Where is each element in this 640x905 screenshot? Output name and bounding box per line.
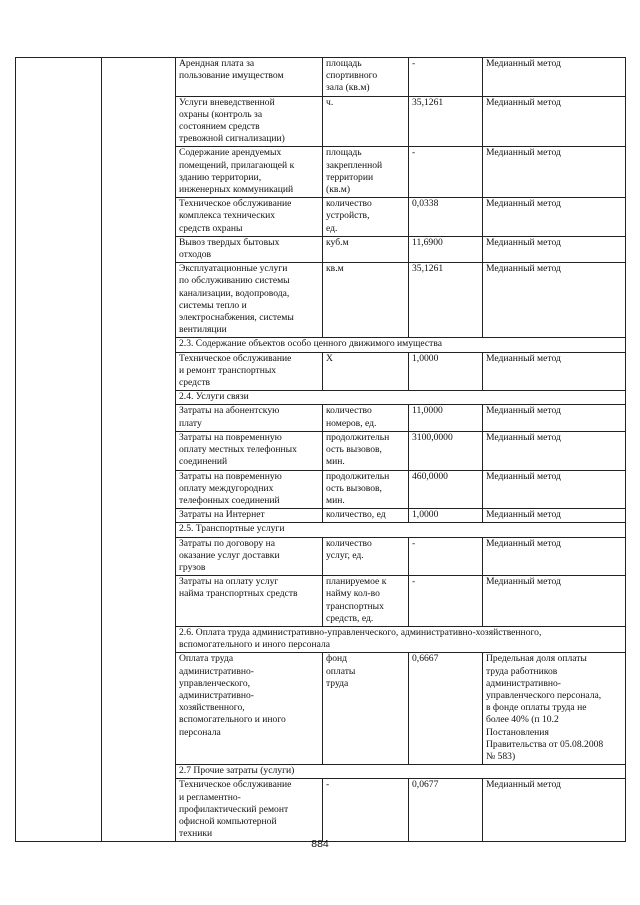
- unit-of-measure: площадь закрепленной территории (кв.м): [323, 147, 409, 198]
- cost-item-name: Услуги вневедственной охраны (контроль за состоянием средств тревожной сигнализации): [176, 96, 323, 147]
- calculation-method: Медианный метод: [483, 509, 626, 523]
- norm-value: 11,6900: [409, 236, 483, 262]
- empty-index-column: [16, 58, 102, 842]
- unit-of-measure: продолжительн ость вызовов, мин.: [323, 470, 409, 509]
- cost-item-name: Техническое обслуживание и регламентно- профилактический ремонт офисной компьютерной техники: [176, 779, 323, 842]
- page-number: 884: [311, 838, 329, 850]
- cost-item-name: Техническое обслуживание комплекса технических средств охраны: [176, 198, 323, 237]
- norm-value: 460,0000: [409, 470, 483, 509]
- section-heading: 2.5. Транспортные услуги: [176, 523, 626, 537]
- calculation-method: Медианный метод: [483, 405, 626, 431]
- unit-of-measure: площадь спортивного зала (кв.м): [323, 58, 409, 97]
- norm-value: 0,0338: [409, 198, 483, 237]
- calculation-method: Медианный метод: [483, 236, 626, 262]
- section-heading: 2.4. Услуги связи: [176, 391, 626, 405]
- table-body: [16, 58, 626, 842]
- calculation-method: Предельная доля оплаты труда работников административно- управленческого персонала, в фонде оплаты труда не более 40% (п 10.2 Постановления Правительства от 05.08.2008 № 583): [483, 653, 626, 765]
- calculation-method: Медианный метод: [483, 431, 626, 470]
- unit-of-measure: X: [323, 352, 409, 391]
- cost-item-name: Затраты на повременную оплату междугородних телефонных соединений: [176, 470, 323, 509]
- cost-item-name: Затраты по договору на оказание услуг доставки грузов: [176, 537, 323, 576]
- unit-of-measure: куб.м: [323, 236, 409, 262]
- norm-value: 35,1261: [409, 96, 483, 147]
- norm-value: 3100,0000: [409, 431, 483, 470]
- unit-of-measure: продолжительн ость вызовов, мин.: [323, 431, 409, 470]
- unit-of-measure: кв.м: [323, 263, 409, 338]
- calculation-method: Медианный метод: [483, 198, 626, 237]
- norm-value: 0,6667: [409, 653, 483, 765]
- norm-value: -: [409, 147, 483, 198]
- calculation-method: Медианный метод: [483, 779, 626, 842]
- calculation-method: Медианный метод: [483, 96, 626, 147]
- unit-of-measure: -: [323, 779, 409, 842]
- cost-norms-table: [15, 57, 626, 842]
- calculation-method: Медианный метод: [483, 352, 626, 391]
- calculation-method: Медианный метод: [483, 58, 626, 97]
- section-heading: 2.3. Содержание объектов особо ценного движимого имущества: [176, 338, 626, 352]
- norm-value: 35,1261: [409, 263, 483, 338]
- unit-of-measure: количество, ед: [323, 509, 409, 523]
- norm-value: -: [409, 576, 483, 627]
- unit-of-measure: количество номеров, ед.: [323, 405, 409, 431]
- norm-value: -: [409, 58, 483, 97]
- cost-item-name: Содержание арендуемых помещений, прилагающей к зданию территории, инженерных коммуникаций: [176, 147, 323, 198]
- calculation-method: Медианный метод: [483, 147, 626, 198]
- calculation-method: Медианный метод: [483, 537, 626, 576]
- norm-value: -: [409, 537, 483, 576]
- norm-value: 11,0000: [409, 405, 483, 431]
- table-row: [16, 58, 626, 97]
- unit-of-measure: количество устройств, ед.: [323, 198, 409, 237]
- unit-of-measure: планируемое к найму кол-во транспортных средств, ед.: [323, 576, 409, 627]
- calculation-method: Медианный метод: [483, 263, 626, 338]
- calculation-method: Медианный метод: [483, 470, 626, 509]
- unit-of-measure: ч.: [323, 96, 409, 147]
- norm-value: 1,0000: [409, 509, 483, 523]
- cost-item-name: Оплата труда административно- управленческого, административно- хозяйственного, вспомогательного и иного персонала: [176, 653, 323, 765]
- section-heading: 2.7 Прочие затраты (услуги): [176, 765, 626, 779]
- empty-code-column: [102, 58, 176, 842]
- unit-of-measure: количество услуг, ед.: [323, 537, 409, 576]
- cost-item-name: Затраты на абонентскую плату: [176, 405, 323, 431]
- cost-item-name: Арендная плата за пользование имуществом: [176, 58, 323, 97]
- norm-value: 0,0677: [409, 779, 483, 842]
- cost-item-name: Эксплуатационные услуги по обслуживанию системы канализации, водопровода, системы тепло и электроснабжения, системы вентиляции: [176, 263, 323, 338]
- cost-item-name: Техническое обслуживание и ремонт транспортных средств: [176, 352, 323, 391]
- cost-item-name: Затраты на Интернет: [176, 509, 323, 523]
- cost-item-name: Затраты на оплату услуг найма транспортных средств: [176, 576, 323, 627]
- unit-of-measure: фонд оплаты труда: [323, 653, 409, 765]
- calculation-method: Медианный метод: [483, 576, 626, 627]
- cost-table-sheet: [15, 57, 625, 842]
- section-heading: 2.6. Оплата труда административно-управленческого, административно-хозяйственного, вспомогательного и иного персонала: [176, 626, 626, 652]
- cost-item-name: Затраты на повременную оплату местных телефонных соединений: [176, 431, 323, 470]
- cost-item-name: Вывоз твердых бытовых отходов: [176, 236, 323, 262]
- norm-value: 1,0000: [409, 352, 483, 391]
